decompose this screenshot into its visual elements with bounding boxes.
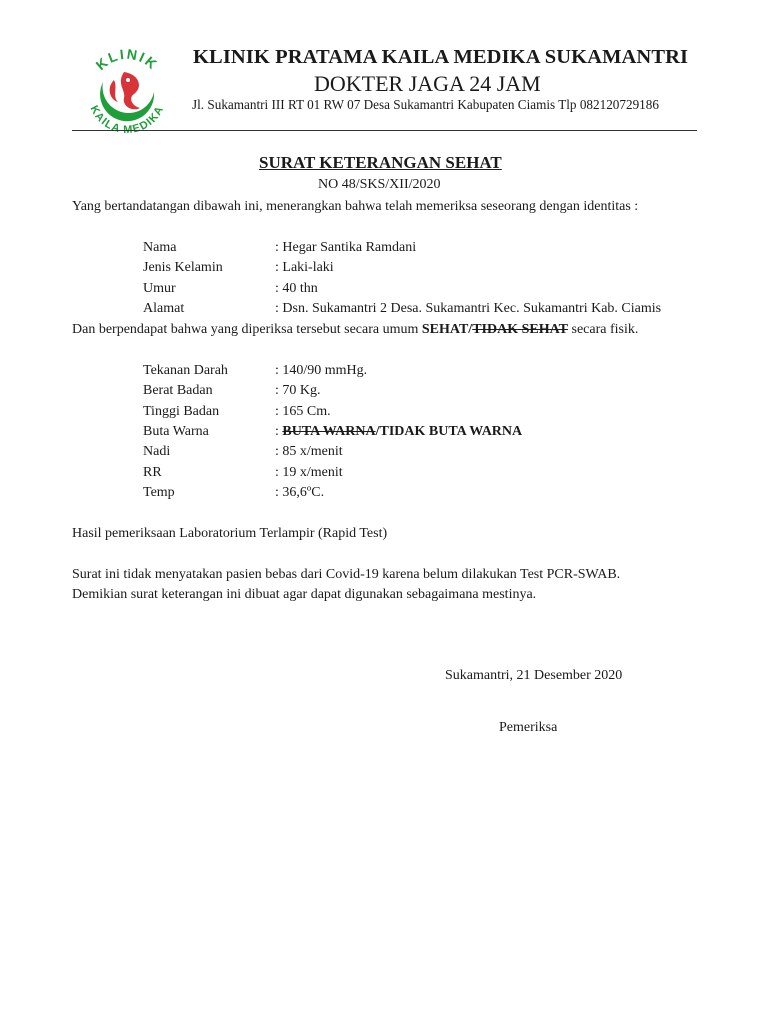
vital-value: : 19 x/menit (275, 465, 343, 480)
vital-value: : 70 Kg. (275, 383, 321, 398)
header-divider (72, 130, 697, 131)
identity-value: : Laki-laki (275, 260, 334, 275)
clinic-address: Jl. Sukamantri III RT 01 RW 07 Desa Sukamantri Kabupaten Ciamis Tlp 082120729186 (192, 97, 659, 112)
color-blind-colon: : (275, 424, 283, 439)
covid-note: Surat ini tidak menyatakan pasien bebas dari Covid-19 karena belum dilakukan Test PCR-SWAB. (72, 567, 621, 582)
vital-label: RR (143, 465, 162, 480)
vital-value: : 140/90 mmHg. (275, 363, 368, 378)
vital-label: Temp (143, 485, 175, 500)
signer-title: Pemeriksa (499, 720, 558, 735)
document-number: NO 48/SKS/XII/2020 (318, 177, 441, 192)
identity-value: : 40 thn (275, 281, 318, 296)
clinic-name: KLINIK PRATAMA KAILA MEDIKA SUKAMANTRI (193, 46, 689, 68)
vital-label: Nadi (143, 444, 171, 459)
identity-label: Umur (143, 281, 176, 296)
logo-text-top: KLINIK (92, 45, 162, 74)
lab-note: Hasil pemeriksaan Laboratorium Terlampir (Rapid Test) (72, 526, 388, 541)
opinion-line (72, 322, 638, 338)
opinion-suffix: secara fisik. (568, 322, 639, 337)
svg-text:KLINIK (93, 46, 162, 74)
clinic-subtitle: DOKTER JAGA 24 JAM (314, 71, 541, 96)
identity-value: : Dsn. Sukamantri 2 Desa. Sukamantri Kec. Sukamantri Kab. Ciamis (275, 301, 662, 316)
vital-label: Berat Badan (143, 383, 213, 398)
identity-label: Alamat (143, 301, 185, 316)
color-blind-value (275, 424, 522, 440)
red-figure-icon (121, 72, 140, 109)
vital-value: : 36,6ºC. (275, 485, 325, 500)
color-blind-struck: BUTA WARNA (282, 424, 376, 439)
opinion-not-healthy: TIDAK SEHAT (472, 322, 569, 337)
logo-text-bottom: KAILA MEDIKA (87, 103, 167, 137)
color-blind-chosen: /TIDAK BUTA WARNA (375, 424, 523, 439)
closing-text: Demikian surat keterangan ini dibuat agar dapat digunakan sebagaimana mestinya. (72, 587, 537, 602)
vital-label: Tekanan Darah (143, 363, 228, 378)
vital-value: : 165 Cm. (275, 404, 331, 419)
clinic-logo (76, 40, 178, 142)
opinion-prefix: Dan berpendapat bahwa yang diperiksa tersebut secara umum (72, 322, 422, 337)
place-date: Sukamantri, 21 Desember 2020 (445, 668, 623, 683)
opinion-healthy: SEHAT/ (421, 322, 473, 337)
document-title: SURAT KETERANGAN SEHAT (259, 153, 502, 172)
vital-label: Tinggi Badan (143, 404, 220, 419)
identity-value: : Hegar Santika Ramdani (275, 240, 417, 255)
identity-label: Jenis Kelamin (143, 260, 223, 275)
vital-label: Buta Warna (143, 424, 209, 439)
intro-text: Yang bertandatangan dibawah ini, menerangkan bahwa telah memeriksa seseorang dengan identitas : (72, 199, 639, 214)
identity-label: Nama (143, 240, 177, 255)
vital-value: : 85 x/menit (275, 444, 343, 459)
